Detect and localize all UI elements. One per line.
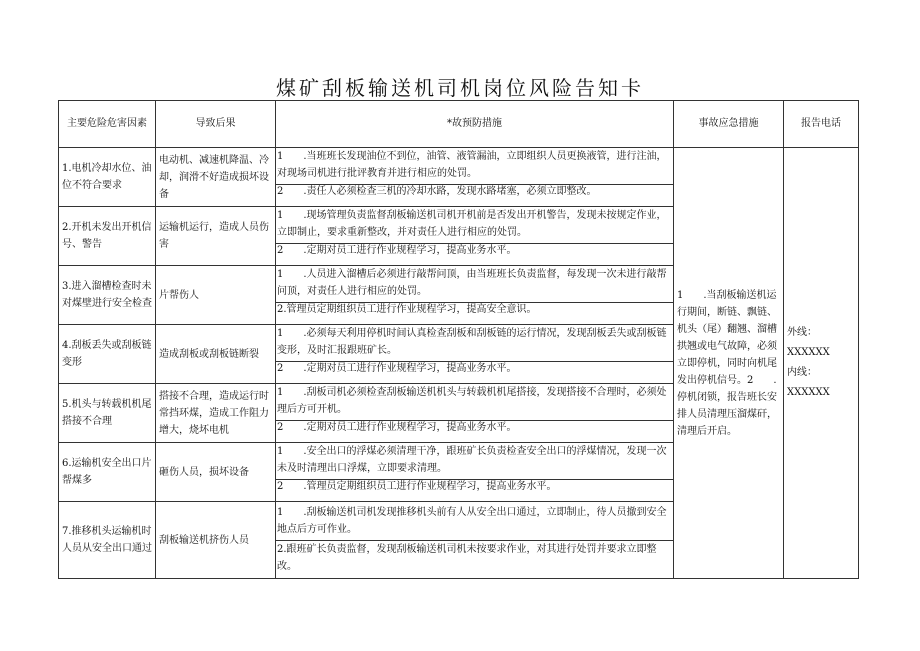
measures-cell	[276, 266, 674, 325]
measure-item: 1 .刮板司机必须检查刮板输送机机头与转载机机尾搭接，发现搭接不合理时，必须处理后方可开机。	[276, 384, 673, 421]
consequence-cell: 砸伤人员，损坏设备	[156, 443, 276, 502]
phone-outside-value: XXXXXX	[787, 347, 830, 358]
measure-item: 1 .当班班长发现油位不到位，油管、液管漏油，立即组织人员更换液管，进行注油，对现场司机进行批评教育并进行相应的处罚。	[276, 148, 673, 185]
hazard-cell: 7.推移机头运输机时人员从安全出口通过	[59, 502, 156, 579]
risk-table	[58, 100, 859, 579]
consequence-cell: 片帮伤人	[156, 266, 276, 325]
hazard-cell: 4.刮板丢失或刮板链变形	[59, 325, 156, 384]
consequence-cell: 搭接不合理，造成运行时常挡环煤，造成工作阻力增大，烧坏电机	[156, 384, 276, 443]
measure-item: 1 .人员进入溜槽后必须进行敲帮问顶，由当班班长负责监督，每发现一次未进行敲帮问顶，对责任人进行相应的处罚。	[276, 266, 673, 303]
measures-cell	[276, 502, 674, 579]
header-hazard: 主要危险危害因素	[59, 101, 156, 148]
measure-item: 2 .定期对员工进行作业规程学习，提高业务水平。	[277, 363, 517, 374]
measure-item: 2 .定期对员工进行作业规程学习，提高业务水平。	[277, 245, 517, 256]
page-title: 煤矿刮板输送机司机岗位风险告知卡	[276, 76, 644, 100]
table-row	[59, 148, 859, 207]
consequence-cell: 造成刮板或刮板链断裂	[156, 325, 276, 384]
measure-item: 2.跟班矿长负责监督，发现刮板输送机司机未按要求作业，对其进行处罚并要求立即整改。	[277, 543, 657, 572]
header-consequence: 导致后果	[156, 101, 276, 148]
measures-cell	[276, 148, 674, 207]
phone-inside	[787, 363, 855, 403]
measure-item: 1 .现场管理负责监督刮板输送机司机开机前是否发出开机警告，发现未按规定作业，立即制止，要求重新整改，并对责任人进行相应的处罚。	[276, 207, 673, 244]
header-row	[59, 101, 859, 148]
phone-inside-label: 内线：	[787, 367, 817, 378]
measures-cell	[276, 443, 674, 502]
hazard-cell: 3.进入溜槽检查时未对煤壁进行安全检查	[59, 266, 156, 325]
header-phone: 报告电话	[784, 101, 859, 148]
consequence-cell: 刮板输送机挤伤人员	[156, 502, 276, 579]
measures-cell	[276, 325, 674, 384]
header-emergency: 事故应急措施	[674, 101, 784, 148]
phone-cell	[784, 148, 859, 579]
consequence-cell: 运输机运行，造成人员伤害	[156, 207, 276, 266]
measures-cell	[276, 207, 674, 266]
measure-item: 2.管理员定期组织员工进行作业规程学习，提高安全意识。	[277, 304, 537, 315]
hazard-cell: 2.开机未发出开机信号、警告	[59, 207, 156, 266]
phone-inside-value: XXXXXX	[787, 387, 830, 398]
measures-cell	[276, 384, 674, 443]
measure-item: 2 .管理员定期组织员工进行作业规程学习，提高业务水平。	[277, 481, 557, 492]
hazard-cell: 5.机头与转载机机尾搭接不合理	[59, 384, 156, 443]
consequence-cell: 电动机、减速机降温、冷却，润滑不好造成损坏设备	[156, 148, 276, 207]
measure-item: 1 .刮板输送机司机发现推移机头前有人从安全出口通过，立即制止，待人员撤到安全地点后方可作业。	[276, 504, 673, 541]
hazard-cell: 6.运输机安全出口片帮煤多	[59, 443, 156, 502]
measure-item: 2 .定期对员工进行作业规程学习，提高业务水平。	[277, 422, 517, 433]
measure-item: 2 .责任人必须检查三机的冷却水路，发现水路堵塞，必须立即整改。	[277, 186, 597, 197]
measure-item: 1 .必须每天利用停机时间认真检查刮板和刮板链的运行情况，发现刮板丢失或刮板链变形，及时汇报跟班矿长。	[276, 325, 673, 362]
hazard-cell: 1.电机冷却水位、油位不符合要求	[59, 148, 156, 207]
phone-outside	[787, 323, 855, 363]
measure-item: 1 .安全出口的浮煤必须清理干净，跟班矿长负责检查安全出口的浮煤情况，发现一次未及时清理出口浮煤，立即要求清理。	[276, 443, 673, 480]
phone-outside-label: 外线：	[787, 327, 817, 338]
emergency-cell: 1 .当刮板输送机运行期间，断链、飘链、机头（尾）翻翘、溜槽拱翘或电气故障，必须立即停机，同时向机尾发出停机信号。2 .停机闭锁，报告班长安排人员清理压溜煤矸，清理后开启。	[674, 148, 784, 579]
header-prevention: *故预防措施	[276, 101, 674, 148]
